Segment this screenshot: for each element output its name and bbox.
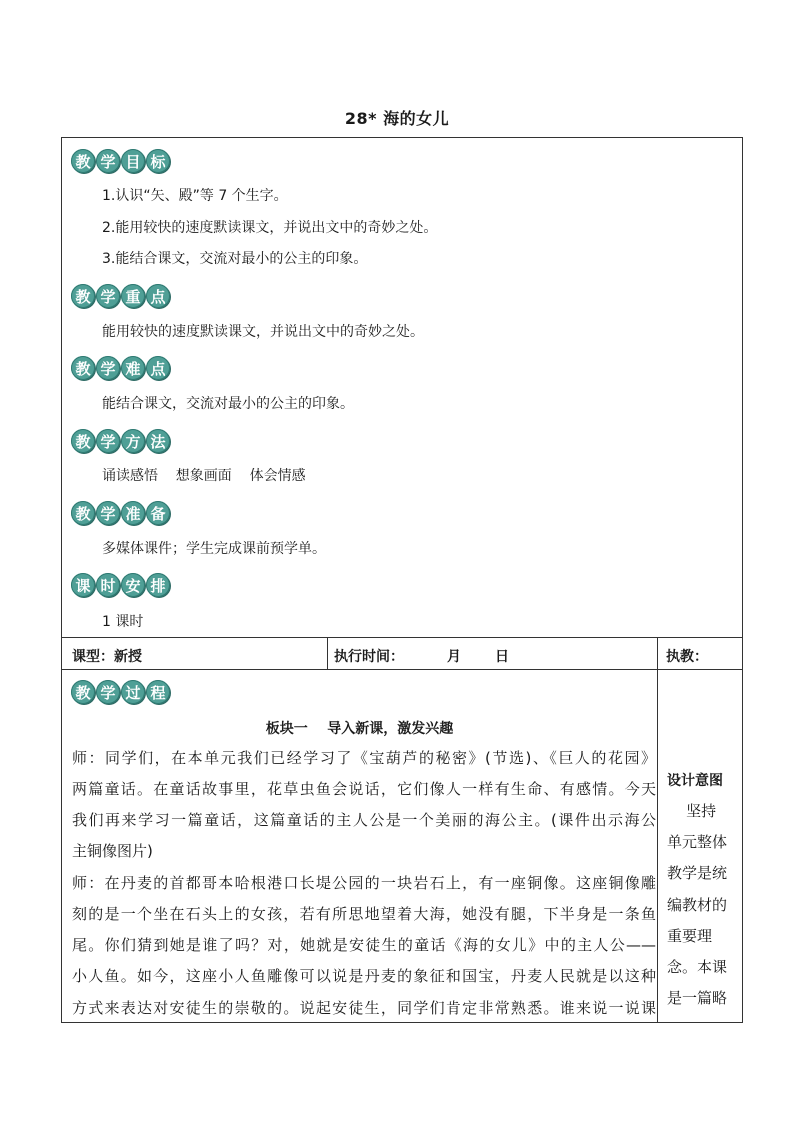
heading-char: 学 (96, 149, 120, 173)
heading-char: 程 (146, 680, 170, 704)
page-title: 28* 海的女儿 (344, 109, 450, 128)
heading-char: 方 (121, 429, 145, 453)
heading-char: 重 (121, 284, 145, 308)
process-line: 我们再来学习一篇童话，这篇童话的主人公是一个美丽的海公主。(课件出示海公 (72, 811, 656, 829)
process-line: 小人鱼。如今，这座小人鱼雕像可以说是丹麦的象征和国宝，丹麦人民就是以这种 (72, 967, 656, 985)
objectives-heading (71, 149, 170, 173)
design-intent-line: 念。本课 (667, 958, 728, 976)
lesson-type: 课型：新授 (72, 649, 142, 665)
heading-char: 标 (146, 149, 170, 173)
divider (327, 637, 328, 669)
process-line: 主铜像图片) (72, 842, 153, 860)
day-label: 日 (495, 649, 509, 665)
process-line: 师：在丹麦的首都哥本哈根港口长堤公园的一块岩石上，有一座铜像。这座铜像雕 (72, 874, 656, 892)
heading-char: 安 (121, 573, 145, 597)
heading-char: 难 (121, 356, 145, 380)
process-line: 尾。你们猜到她是谁了吗？对，她就是安徒生的童话《海的女儿》中的主人公—— (72, 936, 656, 954)
heading-char: 点 (146, 284, 170, 308)
design-intent-line: 坚持 (667, 802, 717, 820)
divider (62, 637, 742, 638)
heading-char: 教 (71, 680, 95, 704)
methods-heading (71, 429, 170, 453)
process-line: 两篇童话。在童话故事里，花草虫鱼会说话，它们像人一样有生命、有感情。今天 (72, 780, 656, 798)
block-title: 板块一 导入新课，激发兴趣 (265, 721, 454, 737)
heading-char: 备 (146, 501, 170, 525)
heading-char: 教 (71, 429, 95, 453)
divider (657, 637, 658, 1022)
objective-item: 2.能用较快的速度默读课文，并说出文中的奇妙之处。 (102, 220, 438, 236)
methods-text: 诵读感悟 想象画面 体会情感 (102, 468, 306, 484)
key-points-text: 能用较快的速度默读课文，并说出文中的奇妙之处。 (102, 324, 424, 340)
process-line: 方式来表达对安徒生的崇敬的。说起安徒生，同学们肯定非常熟悉。谁来说一说课 (72, 999, 656, 1017)
divider (62, 669, 742, 670)
heading-char: 学 (96, 284, 120, 308)
heading-char: 教 (71, 501, 95, 525)
teacher-label: 执教： (666, 649, 708, 665)
heading-char: 学 (96, 501, 120, 525)
schedule-heading (71, 573, 170, 597)
heading-char: 准 (121, 501, 145, 525)
design-intent-line: 教学是统 (667, 864, 728, 882)
difficulties-heading (71, 356, 170, 380)
difficulties-text: 能结合课文，交流对最小的公主的印象。 (102, 396, 354, 412)
preparation-heading (71, 501, 170, 525)
heading-char: 学 (96, 429, 120, 453)
heading-char: 点 (146, 356, 170, 380)
heading-char: 教 (71, 149, 95, 173)
heading-char: 目 (121, 149, 145, 173)
design-intent-line: 单元整体 (667, 833, 728, 851)
heading-char: 时 (96, 573, 120, 597)
heading-char: 法 (146, 429, 170, 453)
heading-char: 教 (71, 284, 95, 308)
process-line: 师：同学们，在本单元我们已经学习了《宝葫芦的秘密》(节选)、《巨人的花园》 (72, 749, 656, 767)
design-intent-line: 重要理 (667, 927, 713, 945)
process-line: 刻的是一个坐在石头上的女孩，若有所思地望着大海，她没有腿，下半身是一条鱼 (72, 905, 656, 923)
objective-item: 3.能结合课文，交流对最小的公主的印象。 (102, 251, 368, 267)
month-label: 月 (447, 649, 461, 665)
process-heading (71, 680, 170, 704)
preparation-text: 多媒体课件；学生完成课前预学单。 (102, 541, 326, 557)
heading-char: 学 (96, 680, 120, 704)
heading-char: 课 (71, 573, 95, 597)
design-intent-line: 编教材的 (667, 896, 728, 914)
schedule-text: 1 课时 (102, 614, 144, 630)
design-intent-title: 设计意图 (667, 773, 723, 789)
design-intent-line: 是一篇略 (667, 989, 728, 1007)
heading-char: 教 (71, 356, 95, 380)
exec-time-label: 执行时间： (334, 649, 404, 665)
heading-char: 排 (146, 573, 170, 597)
heading-char: 过 (121, 680, 145, 704)
heading-char: 学 (96, 356, 120, 380)
objective-item: 1.认识“矢、殿”等 7 个生字。 (102, 188, 288, 204)
key-points-heading (71, 284, 170, 308)
lesson-plan-table (61, 137, 743, 1023)
